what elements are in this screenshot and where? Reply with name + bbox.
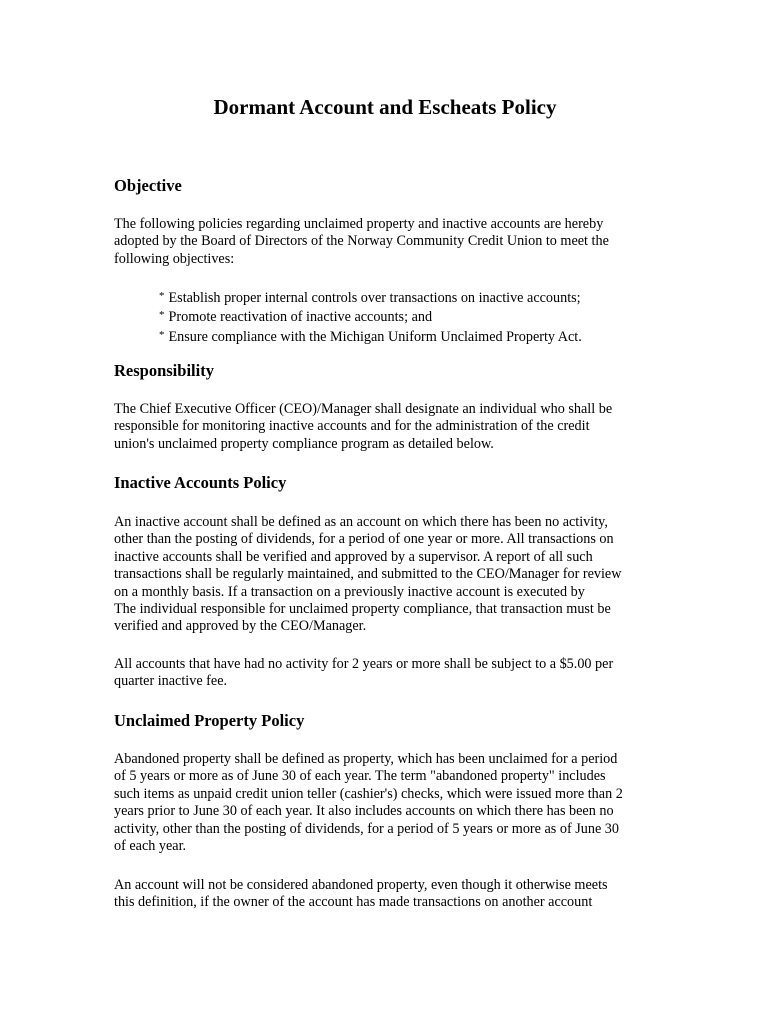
asterisk-bullet-icon: * — [159, 309, 165, 322]
asterisk-bullet-icon: * — [159, 328, 165, 341]
responsibility-heading: Responsibility — [114, 361, 214, 380]
list-item: * Establish proper internal controls over transactions on inactive accounts; — [159, 290, 581, 306]
objective-heading: Objective — [114, 176, 182, 195]
list-item: * Promote reactivation of inactive accounts; and — [159, 309, 433, 326]
inactive-accounts-paragraph-1: An inactive account shall be defined as an account on which there has been no activity, other than the posting of dividends, for a period of one year or more. All transactions on inactive accounts shall be verified and approved by a supervisor. A report of all such transactions shall be regularly maintained, and submitted to the CEO/Manager for review on a monthly basis. If a transaction on a previously inactive account is executed by The individual responsible for unclaimed property compliance, that transaction must be verified and approved by the CEO/Manager. — [114, 514, 622, 635]
inactive-accounts-paragraph-2: All accounts that have had no activity for 2 years or more shall be subject to a $5.00 per quarter inactive fee. — [114, 656, 614, 690]
list-item: * Ensure compliance with the Michigan Uniform Unclaimed Property Act. — [159, 328, 582, 345]
objective-bullet-list — [159, 288, 582, 346]
unclaimed-property-paragraph-2: An account will not be considered abandoned property, even though it otherwise meets this definition, if the owner of the account has made transactions on another account — [114, 877, 608, 911]
asterisk-bullet-icon: * — [159, 290, 165, 302]
responsibility-paragraph: The Chief Executive Officer (CEO)/Manager shall designate an individual who shall be responsible for monitoring inactive accounts and for the administration of the credit union's unclaimed property compliance program as detailed below. — [114, 401, 613, 452]
unclaimed-property-heading: Unclaimed Property Policy — [114, 711, 305, 730]
document-title: Dormant Account and Escheats Policy — [213, 95, 557, 119]
inactive-accounts-heading: Inactive Accounts Policy — [114, 473, 287, 492]
objective-paragraph: The following policies regarding unclaimed property and inactive accounts are hereby adopted by the Board of Directors of the Norway Community Credit Union to meet the following objectives: — [114, 216, 609, 267]
unclaimed-property-paragraph-1: Abandoned property shall be defined as property, which has been unclaimed for a period of 5 years or more as of June 30 of each year. The term "abandoned property" includes such items as unpaid credit union teller (cashier's) checks, which were issued more than 2 years prior to June 30 of each year. It also includes accounts on which there has been no activity, other than the posting of dividends, for a period of 5 years or more as of June 30 of each year. — [114, 751, 623, 855]
